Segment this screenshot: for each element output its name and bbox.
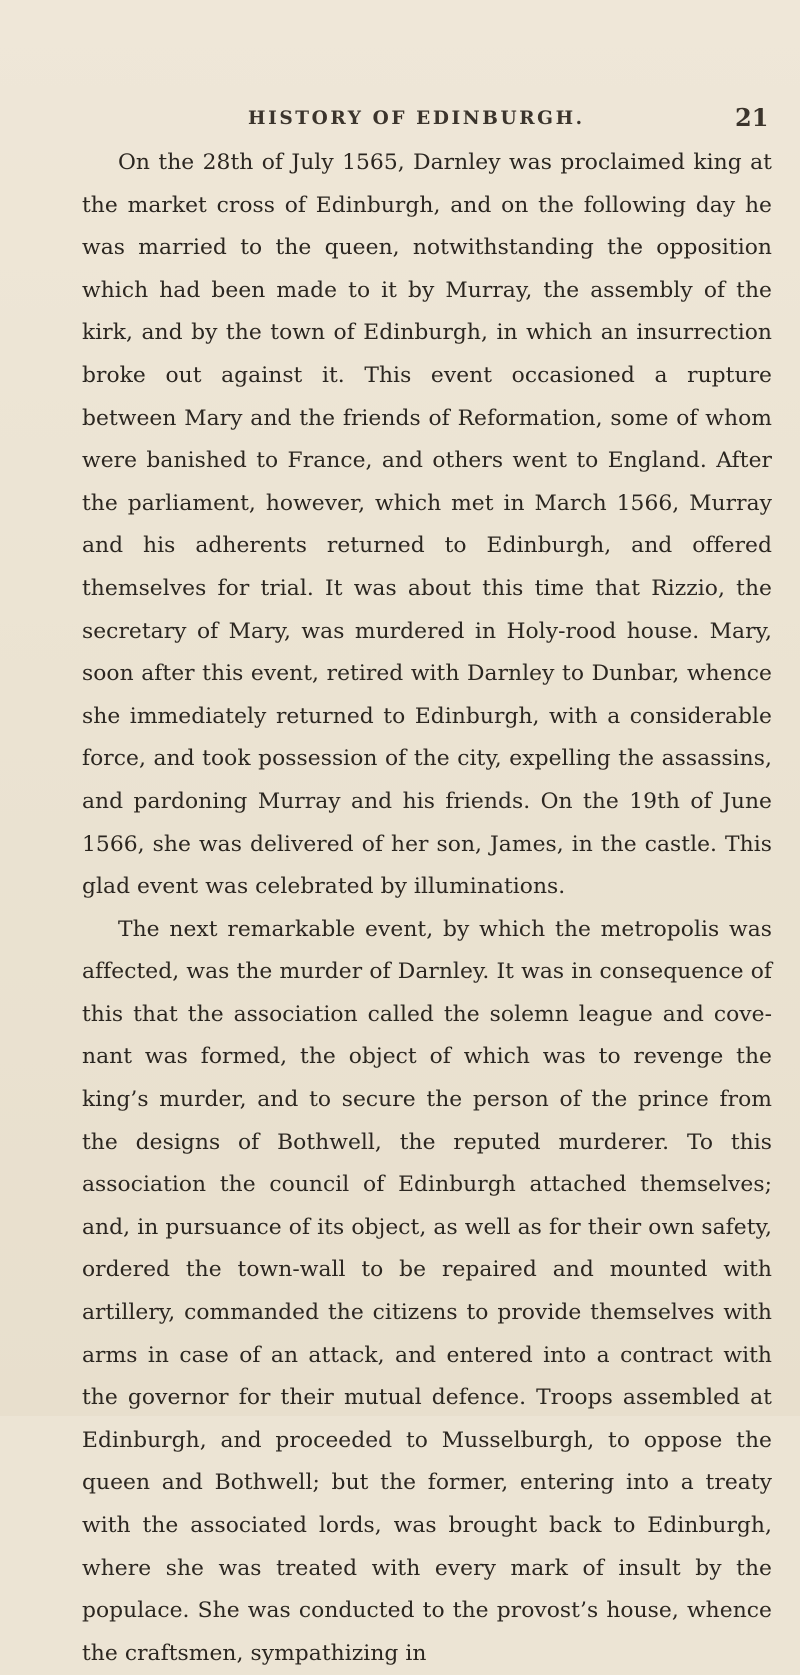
page-number: 21 [735,103,769,132]
running-head-title: HISTORY OF EDINBURGH. [248,108,585,129]
paragraph-1: On the 28th of July 1565, Darnley was proclaimed king at the market cross of Edinburgh, and on the following day he was married to the queen, notwithstanding the opposition which had been made to it by Murray, the assembly of the kirk, and by the town of Edinburgh, in which an insurrection broke out against it. This event occasioned a rupture between Mary and the friends of Reformation, some of whom were banished to France, and others went to England. After the parliament, however, which met in March 1566, Murray and his adherents returned to Edinburgh, and offered themselves for trial. It was about this time that Rizzio, the secretary of Mary, was murdered in Holy-rood house. Mary, soon after this event, retired with Darnley to Dunbar, whence she immediately returned to Edinburgh, with a considerable force, and took possession of the city, expelling the assassins, and pardoning Murray and his friends. On the 19th of June 1566, she was delivered of her son, James, in the castle. This glad event was celebrated by illuminations. [82,150,772,900]
paragraph-2: The next remarkable event, by which the metropolis was affected, was the murder of Darnley. It was in consequence of this that the association called the solemn league and covenant was formed, the object of which was to revenge the king’s murder, and to secure the person of the prince from the designs of Bothwell, the reputed murderer. To this association the council of Edinburgh attached themselves; and, in pursuance of its object, as well as for their own safety, ordered the town-wall to be repaired and mounted with artillery, commanded the citizens to provide themselves with arms in case of an attack, and entered into a contract with the governor for their mutual defence. Troops assembled at Edinburgh, and proceeded to Musselburgh, to oppose the queen and Bothwell; but the former, entering into a treaty with the associated lords, was brought back to Edinburgh, where she was treated with every mark of insult by the populace. She was conducted to the provost’s house, whence the craftsmen, sympathizing in [82,916,772,1666]
body-text [82,142,772,1675]
